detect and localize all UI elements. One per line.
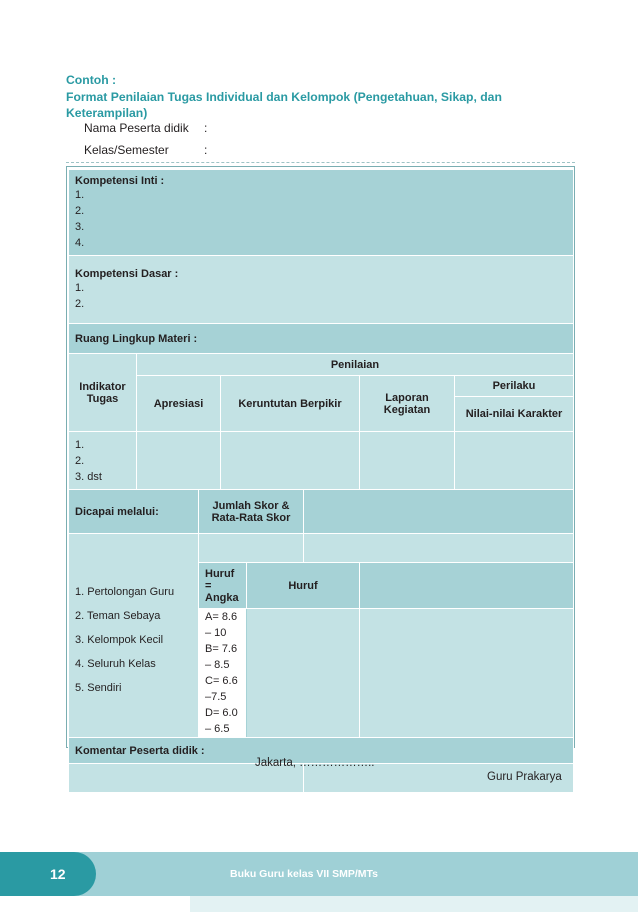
scope-row [69, 324, 574, 354]
appreciation-cell [137, 432, 221, 490]
kd-item: 1. [75, 281, 85, 294]
page-number: 12 [0, 852, 96, 896]
place-date: Jakarta, ……………….. [255, 757, 375, 769]
example-label: Contoh : [66, 73, 117, 87]
method-item: 2. Teman Sebaya [75, 609, 161, 622]
report-cell [360, 432, 455, 490]
grade-item: D= 6.0 – 6.5 [205, 707, 238, 735]
format-title-line1: Format Penilaian Tugas Individual dan Kelompok (Pengetahuan, Sikap, dan [66, 89, 502, 104]
ki-cell [69, 170, 574, 256]
coherence-header: Keruntutan Berpikir [221, 376, 360, 432]
ki-item: 4. [75, 236, 85, 249]
achieved-row [69, 490, 574, 534]
grade-item: C= 6.6 –7.5 [205, 675, 238, 703]
heading [66, 72, 546, 122]
indicator-header: Indikator Tugas [69, 354, 137, 432]
ki-item: 2. [75, 204, 85, 217]
class-semester-row [84, 143, 208, 157]
indicator-row [69, 432, 574, 490]
letter-number-header: Huruf = Angka [199, 563, 247, 609]
scope-title: Ruang Lingkup Materi : [69, 324, 574, 354]
method-item: 4. Seluruh Kelas [75, 657, 156, 670]
methods-row-1 [69, 534, 574, 563]
kd-cell [69, 256, 574, 324]
indicator-item: 2. [75, 454, 85, 467]
indicator-list-cell [69, 432, 137, 490]
grade-list [205, 609, 240, 737]
score-value-cell [199, 534, 304, 563]
grade-item: B= 7.6 – 8.5 [205, 643, 238, 671]
letter-empty-cell [360, 563, 574, 609]
method-item: 5. Sendiri [75, 681, 122, 694]
methods-cell [69, 534, 199, 738]
kd-list [75, 280, 567, 312]
ki-title: Kompetensi Inti : [75, 174, 165, 187]
class-semester-label: Kelas/Semester [84, 143, 169, 157]
letter-header: Huruf [247, 563, 360, 609]
indicator-item: 3. dst [75, 470, 102, 483]
letter-extra-cell [360, 609, 574, 738]
student-name-colon: : [204, 121, 208, 135]
student-name-label: Nama Peserta didik [84, 121, 189, 135]
teacher-signature-label: Guru Prakarya [487, 771, 562, 783]
ki-item: 3. [75, 220, 85, 233]
report-header: Laporan Kegiatan [360, 376, 455, 432]
appreciation-header: Apresiasi [137, 376, 221, 432]
coherence-cell [221, 432, 360, 490]
behavior-header: Perilaku [455, 376, 574, 397]
page-footer [0, 846, 638, 912]
student-name-row [84, 121, 208, 135]
ki-row [69, 170, 574, 256]
score-extra-cell [304, 534, 574, 563]
class-semester-colon: : [204, 143, 208, 157]
indicator-item: 1. [75, 438, 85, 451]
character-cell [455, 432, 574, 490]
grade-scale-cell [199, 609, 247, 738]
grade-item: A= 8.6 – 10 [205, 611, 238, 639]
header-row-2 [69, 376, 574, 397]
footer-accent-strip [190, 896, 638, 912]
methods-list [75, 580, 192, 700]
letter-value-cell [247, 609, 360, 738]
assessment-table [68, 169, 574, 793]
comment-title: Komentar Peserta didik : [69, 738, 574, 764]
kd-item: 2. [75, 297, 85, 310]
kd-row [69, 256, 574, 324]
ki-list [75, 187, 567, 251]
ki-item: 1. [75, 188, 85, 201]
method-item: 3. Kelompok Kecil [75, 633, 164, 646]
header-row-1 [69, 354, 574, 376]
method-item: 1. Pertolongan Guru [75, 585, 175, 598]
character-header: Nilai-nilai Karakter [455, 397, 574, 432]
assessment-header: Penilaian [137, 354, 574, 376]
achieved-title: Dicapai melalui: [69, 490, 199, 534]
book-title: Buku Guru kelas VII SMP/MTs [230, 868, 379, 880]
kd-title: Kompetensi Dasar : [75, 267, 179, 280]
score-title: Jumlah Skor & Rata-Rata Skor [199, 490, 304, 534]
format-title-line2: Keterampilan) [66, 106, 148, 120]
indicator-list [75, 437, 130, 485]
score-empty-cell [304, 490, 574, 534]
